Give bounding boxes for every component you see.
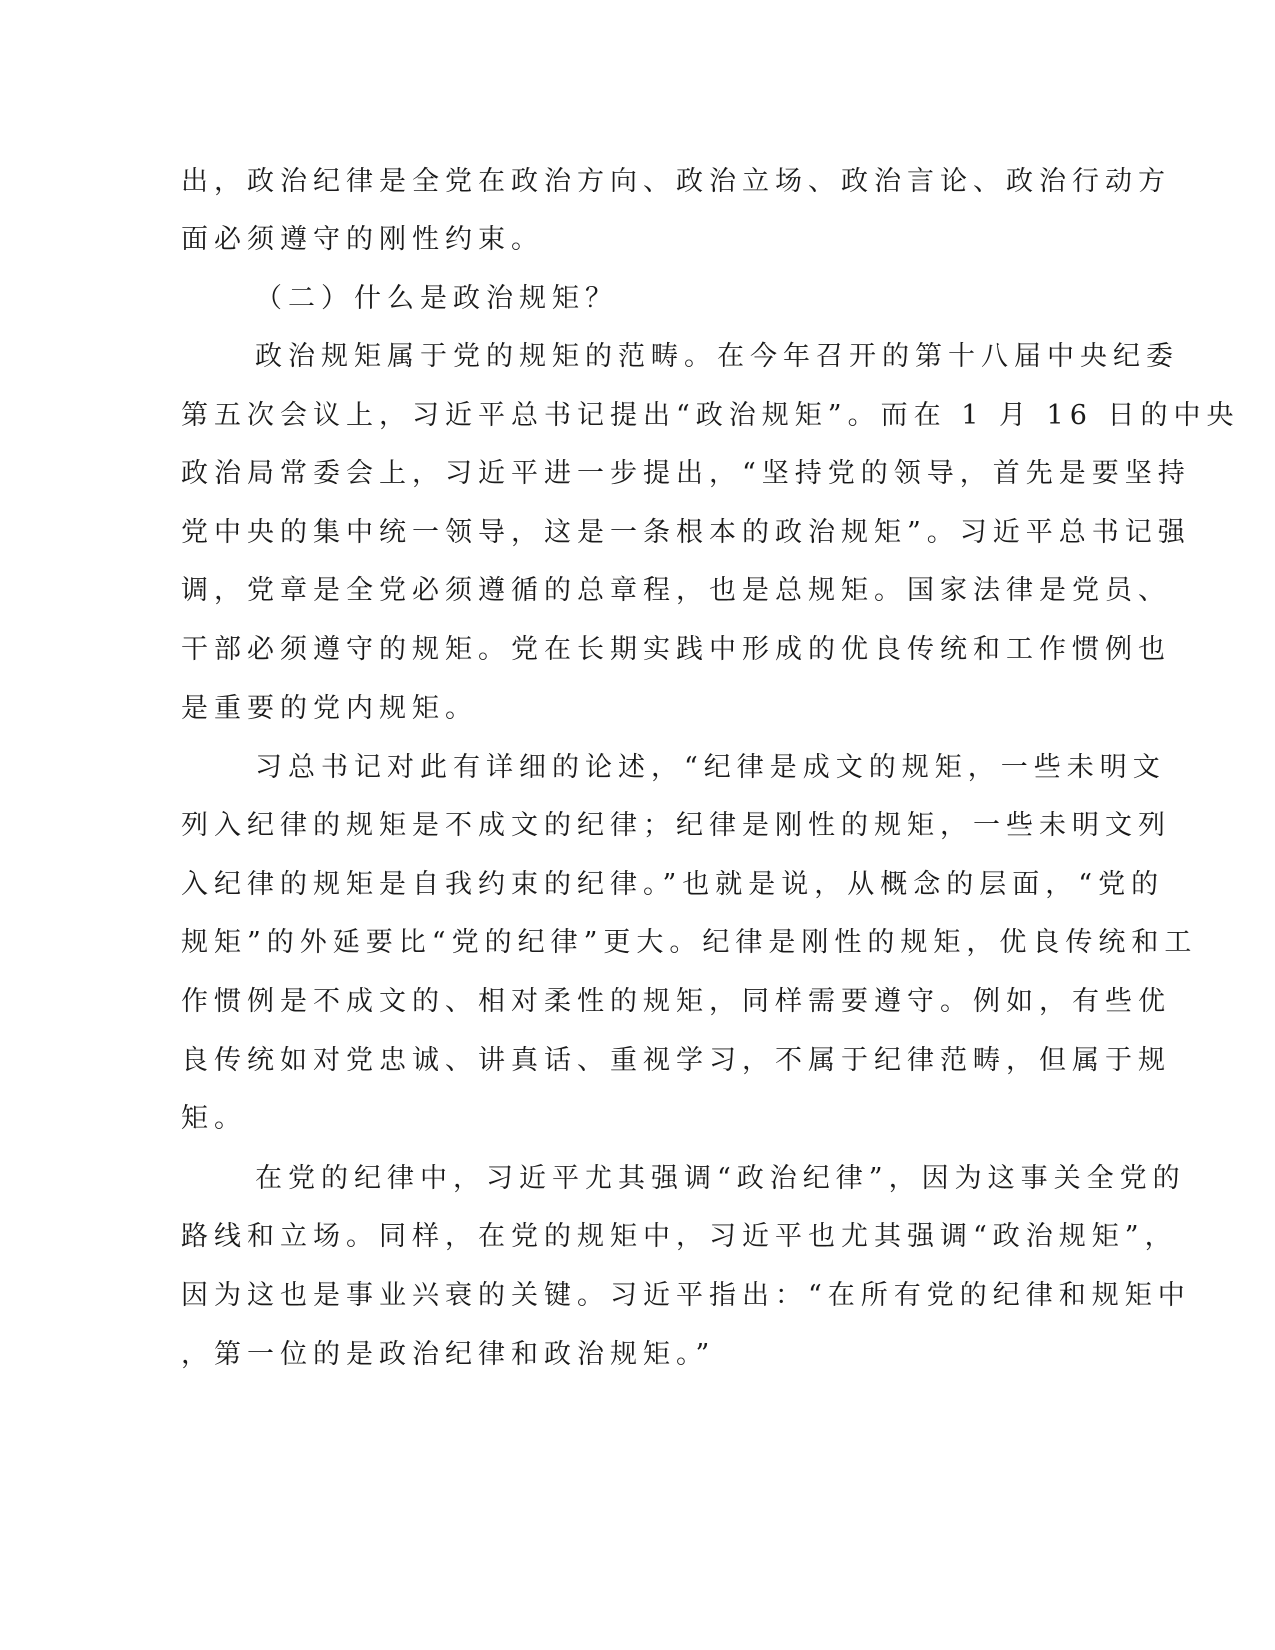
text-line: 作惯例是不成文的、相对柔性的规矩，同样需要遵守。例如，有些优	[181, 986, 1171, 1017]
text-line: 列入纪律的规矩是不成文的纪律；纪律是刚性的规矩，一些未明文列	[181, 810, 1171, 841]
text-line: 第五次会议上，习近平总书记提出“政治规矩”。而在 1 月 16 日的中央	[181, 400, 1240, 431]
text-line: 入纪律的规矩是自我约束的纪律。”也就是说，从概念的层面，“党的	[181, 869, 1165, 900]
text-line: 干部必须遵守的规矩。党在长期实践中形成的优良传统和工作惯例也	[181, 634, 1171, 665]
section-heading: （二）什么是政治规矩？	[255, 283, 618, 314]
text-line: 良传统如对党忠诚、讲真话、重视学习，不属于纪律范畴，但属于规	[181, 1045, 1171, 1076]
text-line: 路线和立场。同样，在党的规矩中，习近平也尤其强调“政治规矩”，	[181, 1221, 1178, 1252]
text-line: 调，党章是全党必须遵循的总章程，也是总规矩。国家法律是党员、	[181, 575, 1171, 606]
text-line: 规矩”的外延要比“党的纪律”更大。纪律是刚性的规矩，优良传统和工	[181, 927, 1198, 958]
text-line: 在党的纪律中，习近平尤其强调“政治纪律”，因为这事关全党的	[255, 1163, 1186, 1194]
text-line: ，第一位的是政治纪律和政治规矩。”	[181, 1339, 716, 1370]
text-line: 习总书记对此有详细的论述，“纪律是成文的规矩，一些未明文	[255, 752, 1166, 783]
text-line: 出，政治纪律是全党在政治方向、政治立场、政治言论、政治行动方	[181, 166, 1171, 197]
text-line: 矩。	[181, 1103, 247, 1134]
text-line: 面必须遵守的刚性约束。	[181, 224, 544, 255]
text-line: 政治规矩属于党的规矩的范畴。在今年召开的第十八届中央纪委	[255, 341, 1179, 372]
text-line: 政治局常委会上，习近平进一步提出，“坚持党的领导，首先是要坚持	[181, 458, 1191, 489]
text-line: 是重要的党内规矩。	[181, 693, 478, 724]
text-line: 党中央的集中统一领导，这是一条根本的政治规矩”。习近平总书记强	[181, 517, 1191, 548]
text-line: 因为这也是事业兴衰的关键。习近平指出：“在所有党的纪律和规矩中	[181, 1280, 1191, 1311]
